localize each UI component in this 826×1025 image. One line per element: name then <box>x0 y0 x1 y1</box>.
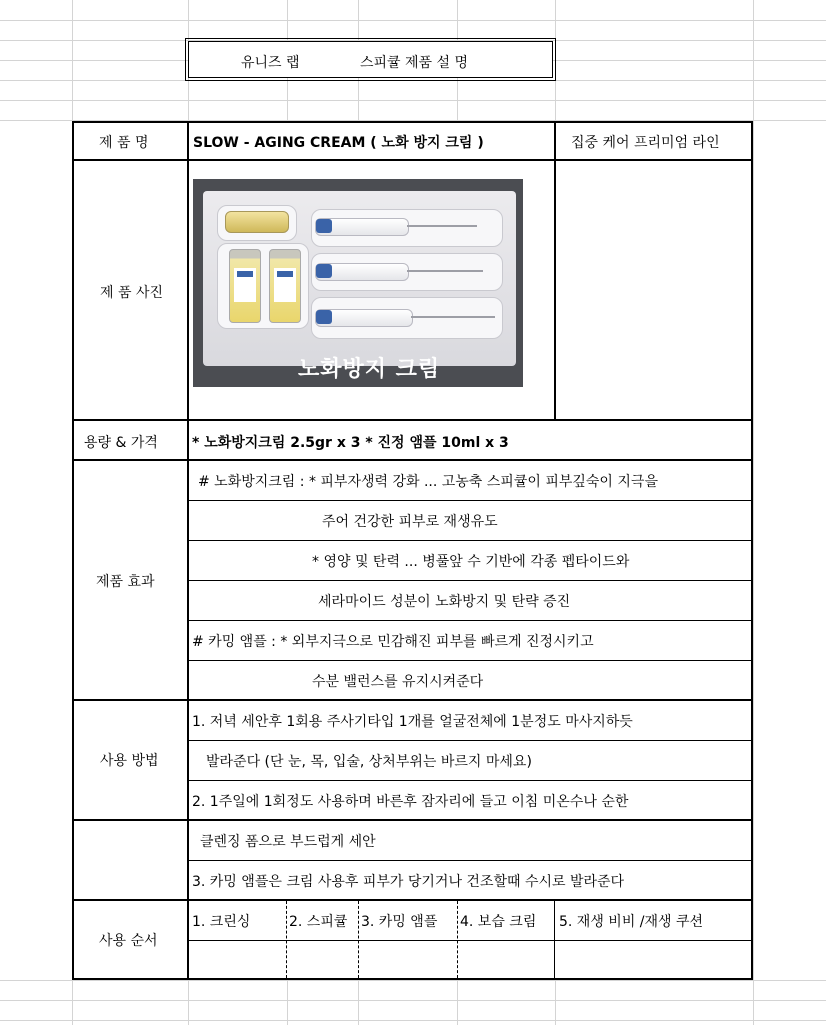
syringe-icon <box>315 263 409 281</box>
usage-label: 사용 방법 <box>100 753 159 769</box>
syringe-icon <box>315 218 409 236</box>
usage-line: 발라준다 (단 눈, 목, 입술, 상처부위는 바르지 마세요) <box>206 754 532 770</box>
photo-caption: 노화방지 크림 <box>298 357 441 382</box>
product-photo <box>193 179 523 387</box>
effect-line: 주어 건강한 피부로 재생유도 <box>322 514 498 530</box>
usage-line: 클렌징 폼으로 부드럽게 세안 <box>200 834 376 850</box>
brand-name: 유니즈 랩 <box>241 55 300 71</box>
product-photo-label: 제 품 사진 <box>100 285 163 301</box>
product-name-label: 제 품 명 <box>99 135 149 151</box>
usage-line: 2. 1주일에 1회정도 사용하며 바른후 잠자리에 들고 이침 미온수나 순한 <box>192 794 629 810</box>
product-line: 집중 케어 프리미엄 라인 <box>571 135 720 151</box>
effect-line: # 카밍 앰플 : * 외부지극으로 민감해진 피부를 빠르게 진정시키고 <box>192 634 594 650</box>
order-step-1: 1. 크린싱 <box>192 914 251 930</box>
order-step-3: 3. 카밍 앰플 <box>361 914 438 930</box>
document-title-box <box>188 41 553 78</box>
order-step-2: 2. 스피큘 <box>289 914 348 930</box>
usage-line: 3. 카밍 앰플은 크림 사용후 피부가 당기거나 건조할때 수시로 발라준다 <box>192 874 625 890</box>
effect-line: # 노화방지크림 : * 피부자생력 강화 ... 고농축 스피큘이 피부깊숙이 지극을 <box>198 474 658 490</box>
product-name-value: SLOW - AGING CREAM ( 노화 방지 크림 ) <box>193 135 484 151</box>
capacity-price-value: * 노화방지크림 2.5gr x 3 * 진정 앰플 10ml x 3 <box>192 435 509 451</box>
order-step-4: 4. 보습 크림 <box>460 914 537 930</box>
effect-line: 수분 밸런스를 유지시켜준다 <box>312 674 484 690</box>
order-label: 사용 순서 <box>99 933 158 949</box>
usage-line: 1. 저녁 세안후 1회용 주사기타입 1개를 얼굴전체에 1분정도 마사지하듯 <box>192 714 633 730</box>
effect-line: 세라마이드 성분이 노화방지 및 탄략 증진 <box>318 594 571 610</box>
effect-label: 제품 효과 <box>96 574 155 590</box>
ampoule-icon <box>225 211 289 233</box>
capacity-price-label: 용량 & 가격 <box>84 435 158 451</box>
vial-icon <box>229 249 261 323</box>
vial-icon <box>269 249 301 323</box>
product-tray <box>203 191 516 366</box>
syringe-icon <box>315 309 413 327</box>
document-title: 스피큘 제품 설 명 <box>360 55 469 71</box>
effect-line: * 영양 및 탄력 ... 병풀앞 수 기반에 각종 펩타이드와 <box>312 554 630 570</box>
order-step-5: 5. 재생 비비 /재생 쿠션 <box>559 914 704 930</box>
